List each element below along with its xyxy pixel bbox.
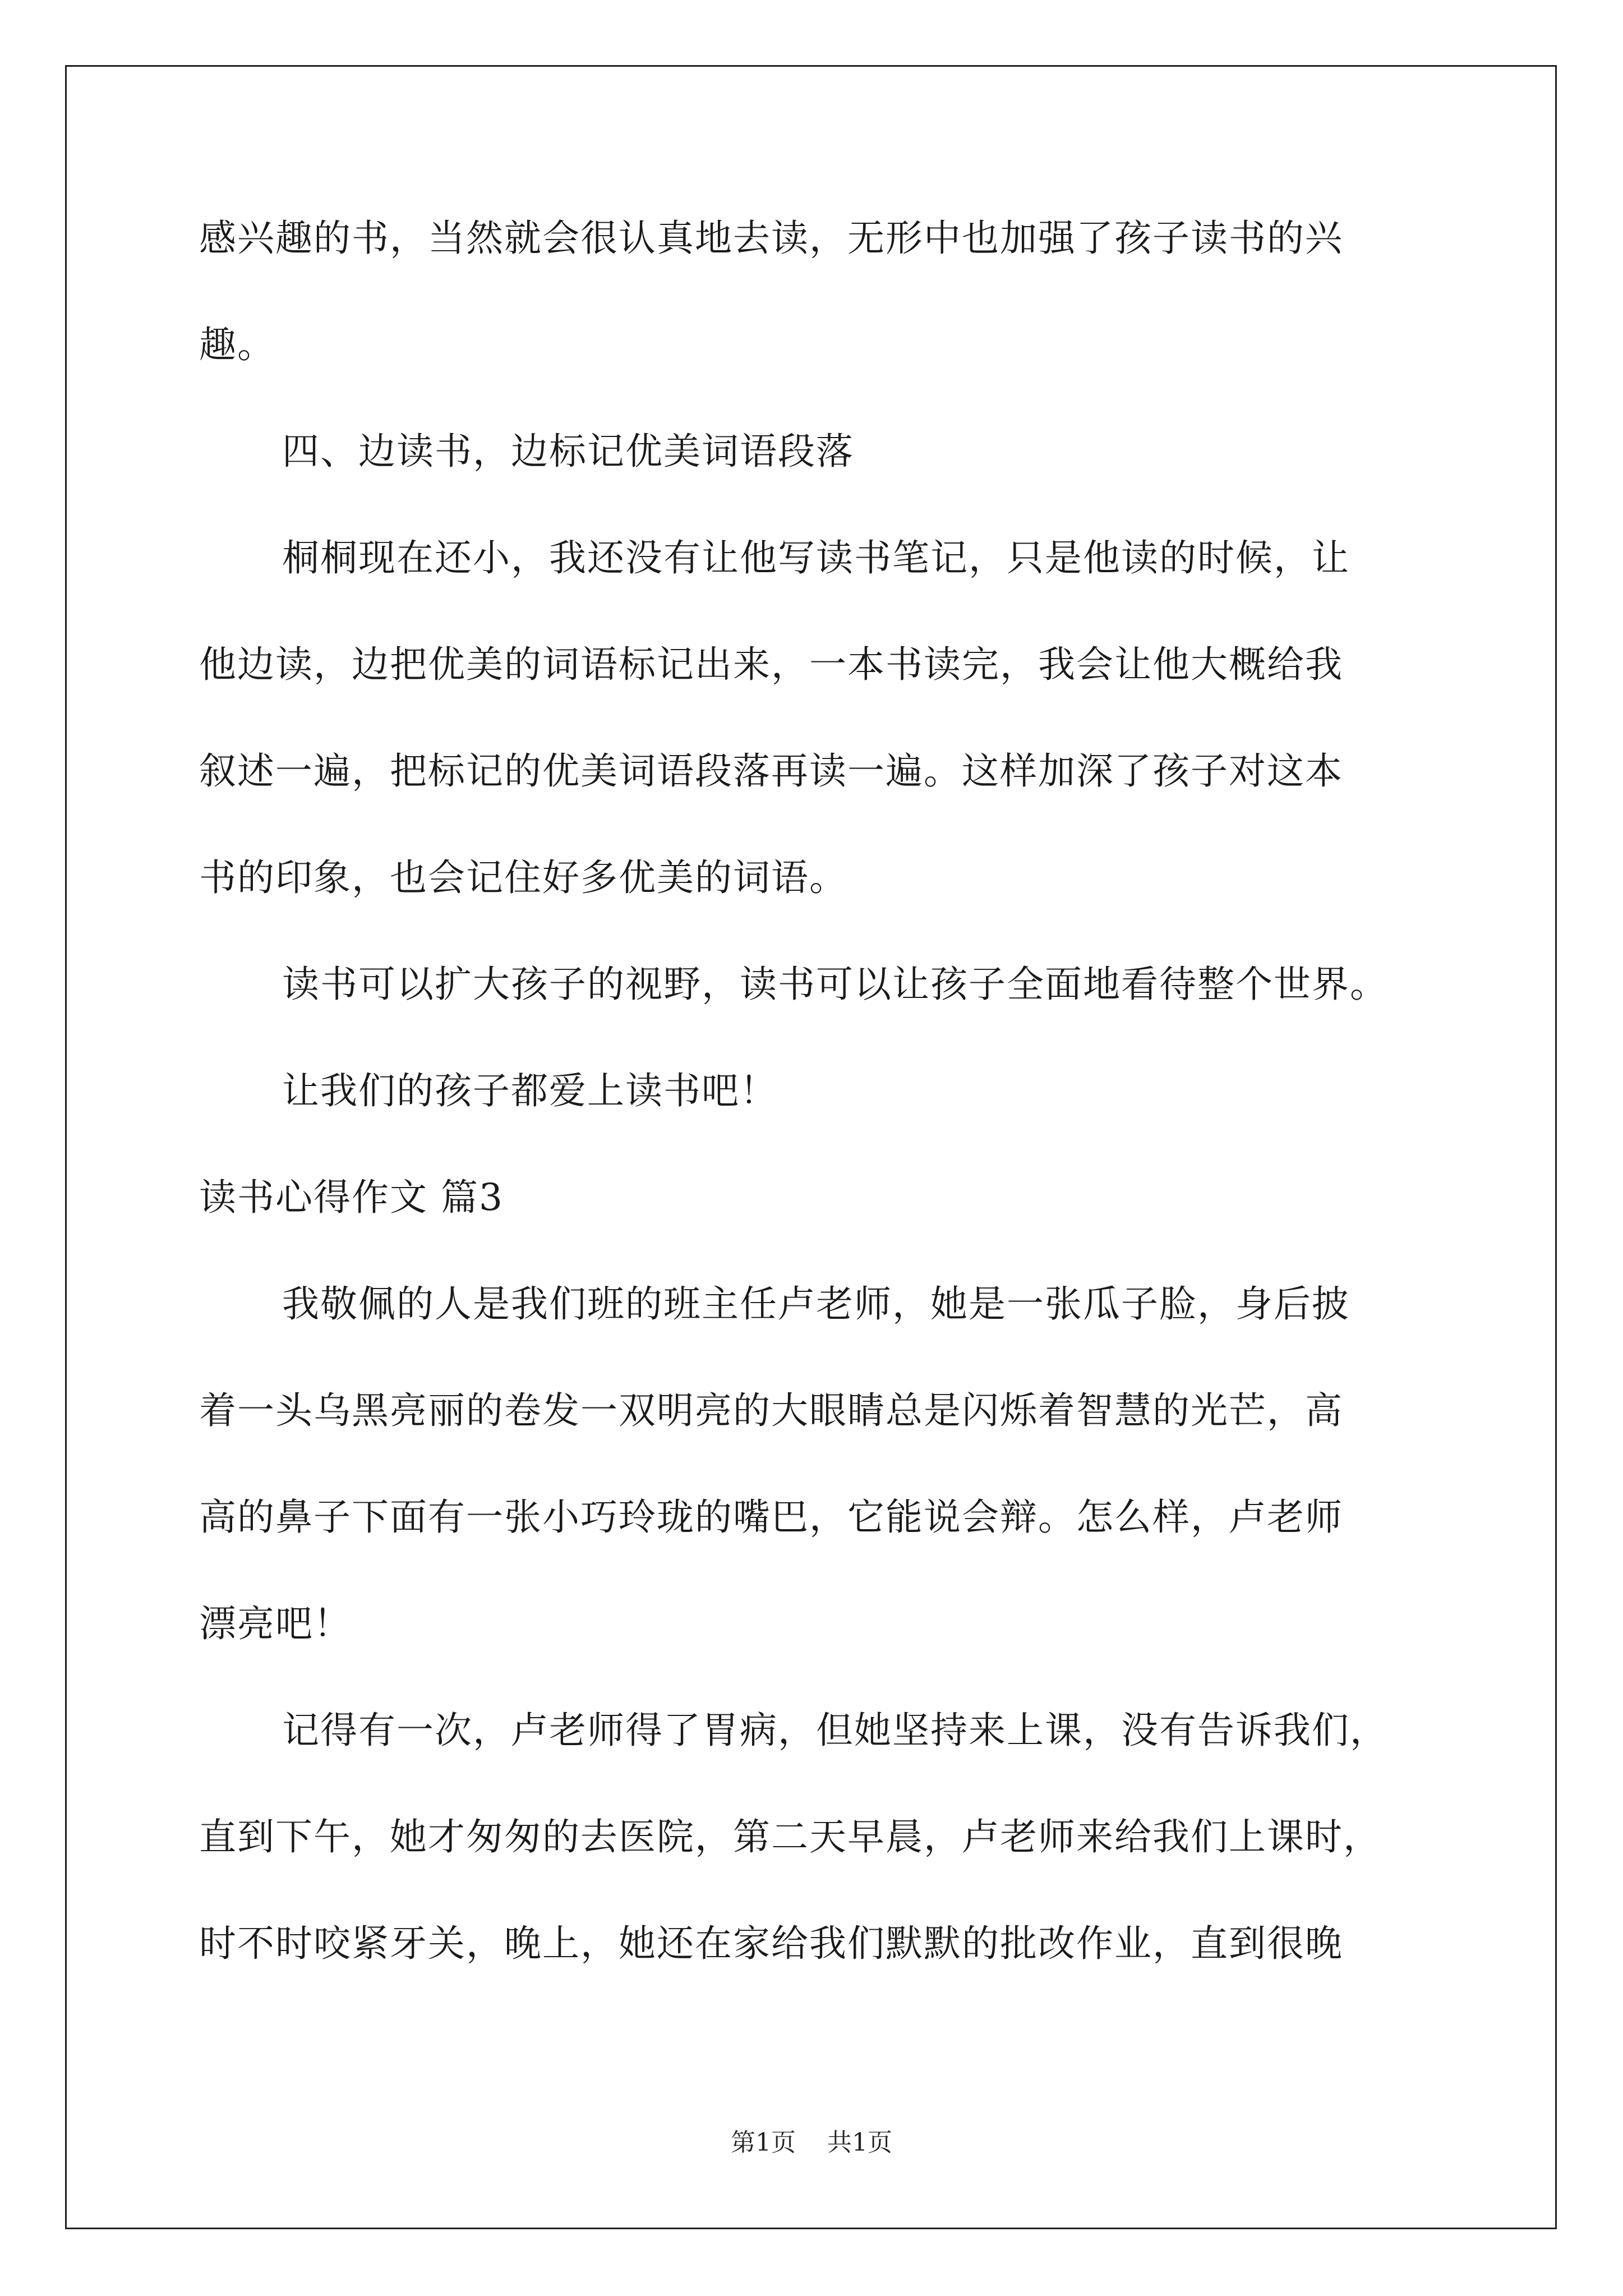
text-line: 让我们的孩子都爱上读书吧！ xyxy=(282,1069,778,1112)
article-title: 读书心得作文 篇3 xyxy=(199,1176,504,1219)
text-line: 读书可以扩大孩子的视野，读书可以让孩子全面地看待整个世界。 xyxy=(282,963,1388,1006)
text-line: 书的印象，也会记住好多优美的词语。 xyxy=(199,856,847,899)
text-line: 桐桐现在还小，我还没有让他写读书笔记，只是他读的时候，让 xyxy=(282,536,1350,579)
text-line: 直到下午，她才匆匆的去医院，第二天早晨，卢老师来给我们上课时， xyxy=(199,1815,1381,1858)
page-footer xyxy=(0,2126,1623,2160)
text-line: 他边读，边把优美的词语标记出来，一本书读完，我会让他大概给我 xyxy=(199,643,1343,686)
text-line: 趣。 xyxy=(199,323,275,366)
text-line: 感兴趣的书，当然就会很认真地去读，无形中也加强了孩子读书的兴 xyxy=(199,217,1343,260)
text-line: 漂亮吧！ xyxy=(199,1602,352,1645)
section-heading: 四、边读书，边标记优美词语段落 xyxy=(282,430,854,473)
page-total: 共1页 xyxy=(827,2128,892,2157)
text-line: 叙述一遍，把标记的优美词语段落再读一遍。这样加深了孩子对这本 xyxy=(199,749,1343,793)
text-line: 高的鼻子下面有一张小巧玲珑的嘴巴，它能说会辩。怎么样，卢老师 xyxy=(199,1496,1343,1539)
page-number: 第1页 xyxy=(731,2128,796,2157)
text-line: 时不时咬紧牙关，晚上，她还在家给我们默默的批改作业，直到很晚 xyxy=(199,1922,1343,1965)
text-line: 我敬佩的人是我们班的班主任卢老师，她是一张瓜子脸，身后披 xyxy=(282,1282,1350,1326)
text-line: 记得有一次，卢老师得了胃病，但她坚持来上课，没有告诉我们， xyxy=(282,1709,1388,1752)
document-body xyxy=(199,213,1433,2025)
text-line: 着一头乌黑亮丽的卷发一双明亮的大眼睛总是闪烁着智慧的光芒，高 xyxy=(199,1389,1343,1432)
